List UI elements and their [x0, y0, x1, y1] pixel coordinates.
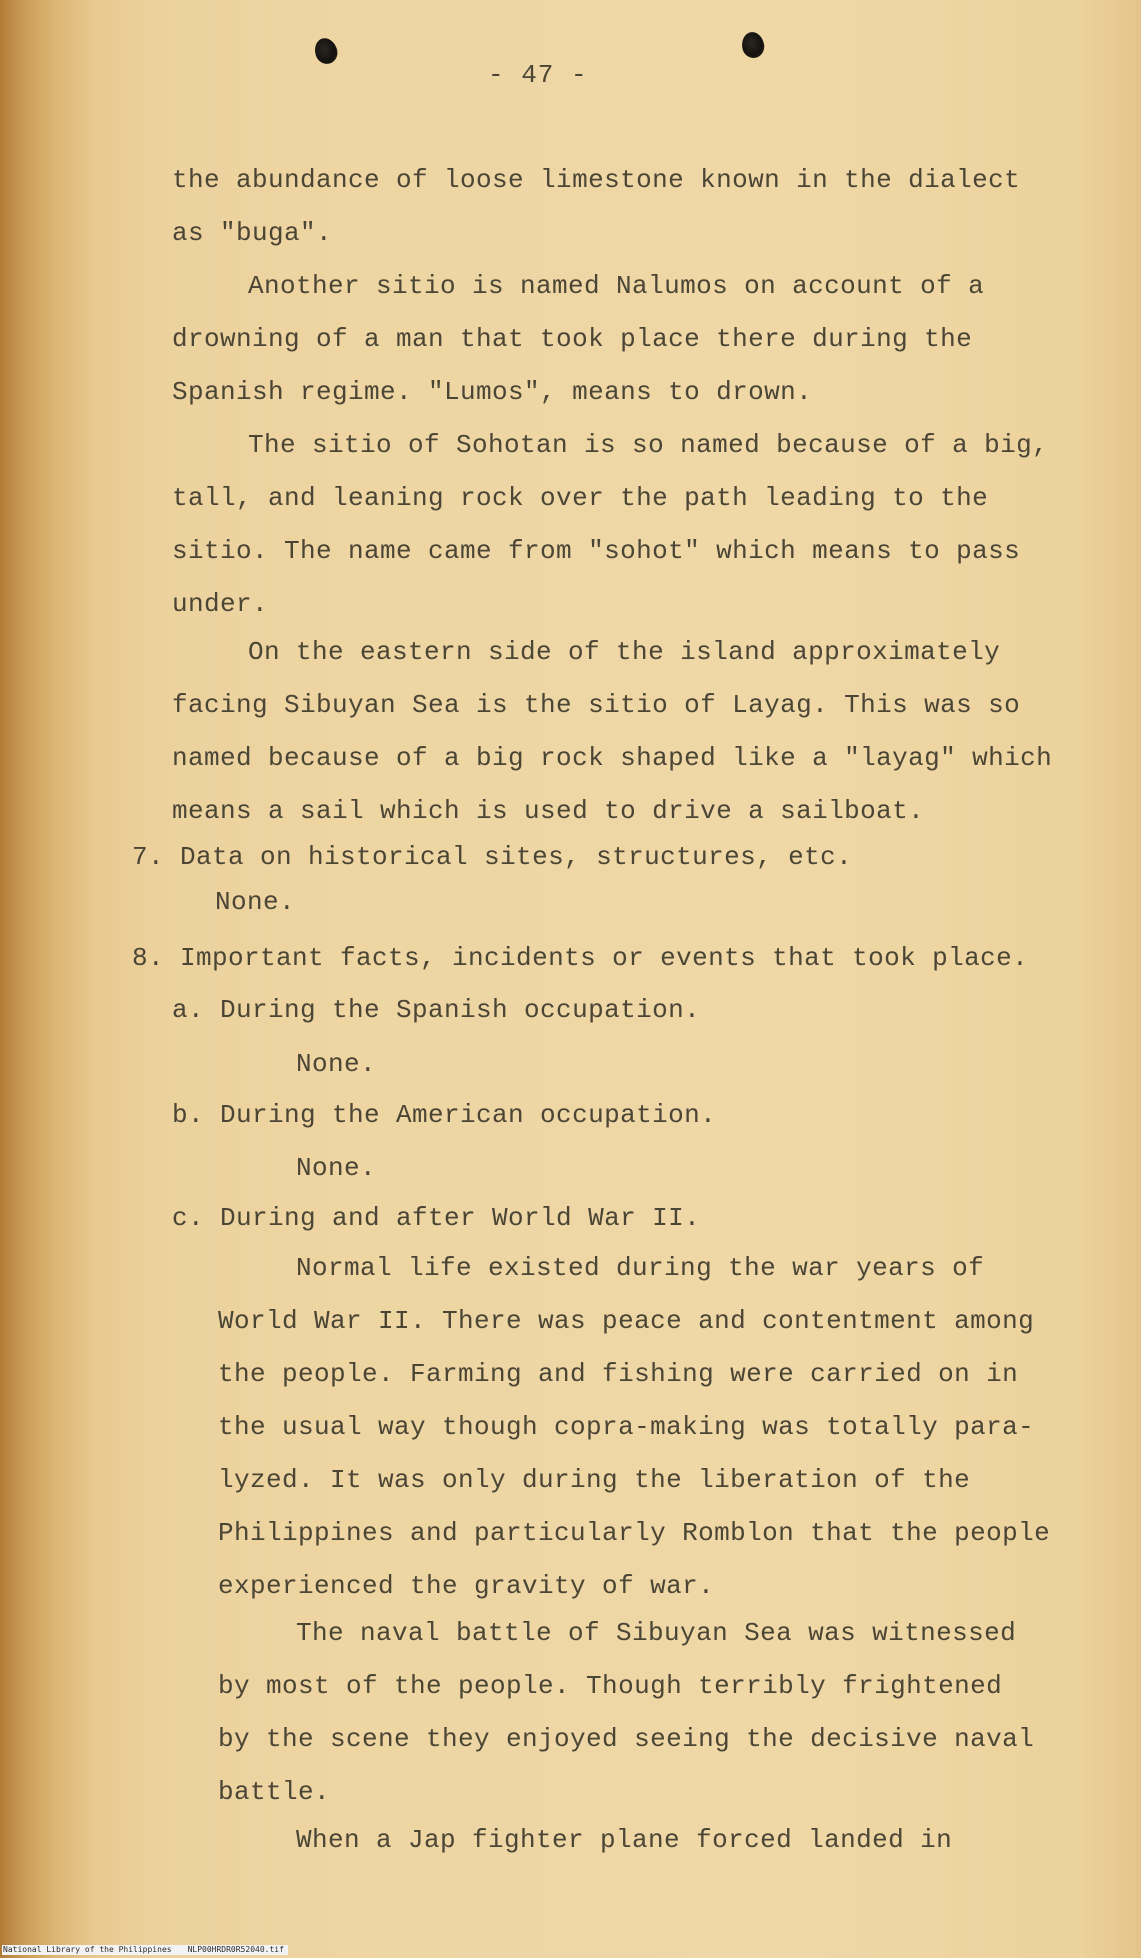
section-heading: 8. Important facts, incidents or events that took place. [132, 943, 1029, 973]
subsection-heading: b. During the American occupation. [172, 1100, 717, 1130]
text-line: World War II. There was peace and contentment among [218, 1306, 1035, 1336]
text-line: battle. [218, 1777, 331, 1807]
text-line: lyzed. It was only during the liberation of the [218, 1465, 971, 1495]
text-line: named because of a big rock shaped like a "layag" which [172, 743, 1053, 773]
text-line: facing Sibuyan Sea is the sitio of Layag. This was so [172, 690, 1021, 720]
text-line: None. [215, 887, 296, 917]
text-line: by the scene they enjoyed seeing the decisive naval [218, 1724, 1035, 1754]
text-line: under. [172, 589, 269, 619]
text-line: Spanish regime. "Lumos", means to drown. [172, 377, 813, 407]
text-line: Another sitio is named Nalumos on account of a [248, 271, 985, 301]
footer-filename: NLP00HRDR0R52040.tif [187, 1945, 284, 1954]
section-heading: 7. Data on historical sites, structures, etc. [132, 842, 853, 872]
punch-hole-right [740, 30, 766, 59]
subsection-heading: c. During and after World War II. [172, 1203, 701, 1233]
footer-library: National Library of the Philippines [3, 1945, 172, 1954]
text-line: The naval battle of Sibuyan Sea was witnessed [296, 1618, 1017, 1648]
text-line: sitio. The name came from "sohot" which means to pass [172, 536, 1021, 566]
text-line: On the eastern side of the island approximately [248, 637, 1001, 667]
text-line: drowning of a man that took place there during the [172, 324, 973, 354]
text-line: experienced the gravity of war. [218, 1571, 715, 1601]
text-line: means a sail which is used to drive a sailboat. [172, 796, 925, 826]
text-line: the people. Farming and fishing were carried on in [218, 1359, 1019, 1389]
text-line: Normal life existed during the war years of [296, 1253, 985, 1283]
text-line: None. [296, 1049, 377, 1079]
subsection-heading: a. During the Spanish occupation. [172, 995, 701, 1025]
text-line: When a Jap fighter plane forced landed in [296, 1825, 953, 1855]
punch-hole-left [312, 35, 341, 67]
text-line: the usual way though copra-making was totally para- [218, 1412, 1035, 1442]
text-line: Philippines and particularly Romblon that the people [218, 1518, 1051, 1548]
text-line: by most of the people. Though terribly frightened [218, 1671, 1003, 1701]
text-line: tall, and leaning rock over the path leading to the [172, 483, 989, 513]
text-line: the abundance of loose limestone known in the dialect [172, 165, 1021, 195]
scan-footer [2, 1945, 288, 1955]
page-number: - 47 - [488, 60, 588, 90]
text-line: None. [296, 1153, 377, 1183]
text-line: as "buga". [172, 218, 333, 248]
text-line: The sitio of Sohotan is so named because of a big, [248, 430, 1049, 460]
